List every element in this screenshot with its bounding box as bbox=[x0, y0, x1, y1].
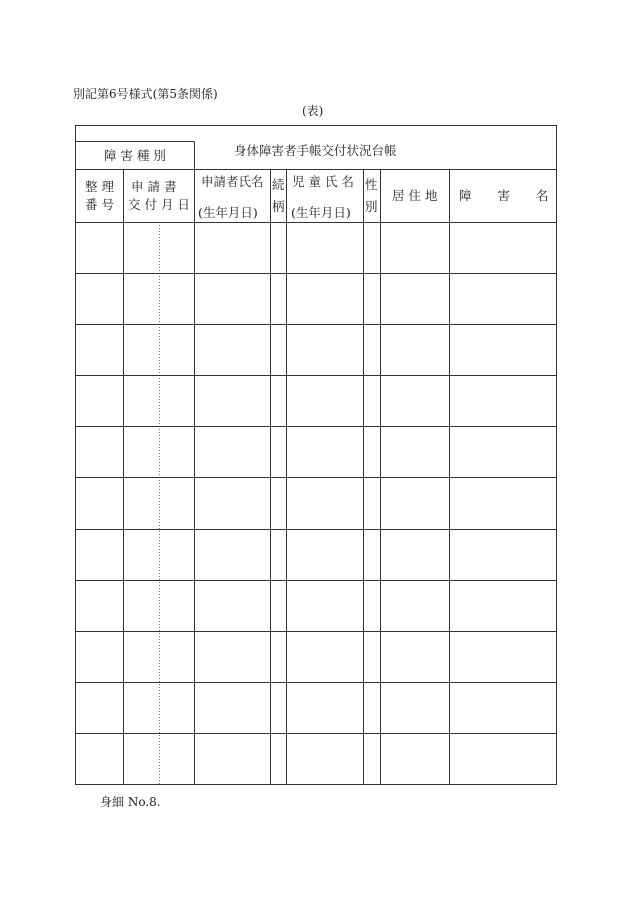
col-application-line1: 申 請 書 bbox=[131, 179, 177, 194]
col-sex-line2: 別 bbox=[365, 199, 378, 214]
col-application-line2: 交 付 月 日 bbox=[128, 197, 190, 212]
side-label: (表) bbox=[302, 104, 324, 118]
table-title: 身体障害者手帳交付状況台帳 bbox=[234, 143, 397, 158]
col-relationship-line2: 柄 bbox=[272, 199, 285, 214]
form-footer-code: 身細 No.8. bbox=[100, 795, 161, 809]
col-number-line2: 番 号 bbox=[85, 197, 114, 212]
category-header: 障 害 種 別 bbox=[104, 148, 166, 163]
col-residence: 居 住 地 bbox=[392, 188, 438, 203]
table-border bbox=[76, 126, 557, 785]
form-reference: 別記第6号様式(第5条関係) bbox=[73, 87, 218, 101]
col-disability: 障 害 名 bbox=[459, 188, 549, 203]
col-number-line1: 整 理 bbox=[85, 179, 114, 194]
col-relationship-line1: 続 bbox=[272, 177, 285, 192]
col-sex-line1: 性 bbox=[365, 177, 378, 192]
col-child-line2: (生年月日) bbox=[291, 205, 351, 220]
row-lines bbox=[76, 223, 557, 734]
col-child-line1: 児 童 氏 名 bbox=[292, 174, 354, 189]
col-applicant-line1: 申請者氏名 bbox=[201, 174, 264, 189]
col-applicant-line2: (生年月日) bbox=[198, 205, 258, 220]
